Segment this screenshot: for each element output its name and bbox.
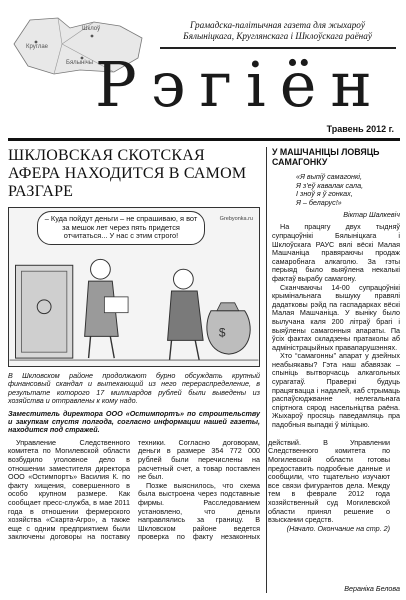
- tagline-line-2: Бялыніцкага, Круглянскага і Шклоўскага раёнаў: [183, 31, 372, 41]
- poem-line: І зноў я ў гонках,: [296, 189, 353, 199]
- lead-paragraph: Управление Следственного комитета по Могилевской области возбудило уголовное дело в отношении заместителя директора ООО «Остимпортъ» Василия К. по факту хищения, совершенного в особо крупном размере. Как сообщает пресс-служба, в мае 2011 года в отношении фермерского хозяйства «Скарта-Агро», а также еще с одним предприятием были заключены договоры на поставку техники. Согласно договорам, деньги в размере 354 772 000 рублей были перечислены на расчетный счет, а товар поставлен не был.: [8, 437, 260, 542]
- poem-line: «Я выпіў самагонкі,: [296, 172, 362, 181]
- speech-bubble: – Куда пойдут деньги – не спрашиваю, я вот за мешок лет через пять придется отчитаться... У нас с этим строго!: [37, 211, 205, 245]
- side-paragraph: На працягу двух тыдняў супрацоўнікі Бялыніцкага і Шклоўскага РАУС вялі вёскі Малая Машчаніца правяраючы продаж самаробнага алкаголю. За гэты перыяд было выяўлена некалькі фактаў вырабу самагону.: [272, 222, 400, 283]
- side-author: Вераніка Белова: [344, 584, 400, 593]
- issue-date: Травень 2012 г.: [326, 124, 394, 134]
- side-paragraph: Сканчваючы 14-00 супрацоўнікі крымінальнага вышуку правялі дадатковы рэйд па гаспадарках вёскі Малая Машчаніца. У выніку было вылучана каля 200 літраў брагі і выяўлены самагонныя апараты. Па ўсіх фактах складзены пратаколы аб адміністрацыйных правапарушэннях.: [272, 282, 400, 352]
- poem-line: Я з'еў кавалак сала,: [296, 180, 364, 190]
- lead-paragraph: Позже выяснилось, что схема была выстроена через подставные фирмы. Расследованием установлено, что деньги направлялись за границу. В Шкловском районе ведется проверка по факту незаконных действий. В Управлении Следственного комитета по Могилевской области готовы предоставить подробные данные и сообщили, что тщательно изучают все связи фигурантов дела. Между тем в феврале 2012 года хозяйственный суд Могилевской области принял решение о взыскании средств.: [138, 437, 390, 542]
- svg-text:$: $: [218, 325, 226, 340]
- masthead: [0, 0, 406, 145]
- lead-summary: Заместитель директора ООО «Остимпортъ» по строительству и закупкам спустя полгода, согласно информации нашей газеты, находится под стражей.: [8, 408, 260, 435]
- poem-line: Я – беларус!»: [296, 197, 342, 207]
- continued-note: (Начало. Окончание на стр. 2): [286, 523, 390, 533]
- header-rule: [8, 138, 400, 141]
- photo-caption: В Шкловском районе продолжают бурно обсуждать крупный финансовый скандал и вытекающий из него перераспределение, в результате которого 17 миллиардов рублей были выведены из хозяйства и отправлены к кому надо.: [8, 371, 260, 406]
- side-article: [272, 147, 400, 593]
- column-divider: [266, 147, 267, 593]
- cartoon: [8, 207, 260, 367]
- cartoon-watermark: Grebyonka.ru: [219, 216, 253, 222]
- side-body: [272, 223, 400, 429]
- epigraph-poem: [296, 173, 400, 207]
- lead-body: [8, 437, 390, 549]
- lead-headline: ШКЛОВСКАЯ СКОТСКАЯ АФЕРА НАХОДИТСЯ В САМОМ РАЗГАРЕ: [8, 147, 247, 200]
- tagline: [155, 20, 400, 42]
- side-headline: У МАШЧАНІЦЫ ЛОВЯЦЬ САМАГОНКУ: [272, 147, 380, 167]
- newspaper-title: Рэгіён: [95, 48, 386, 121]
- map-label-shklou: Шклоў: [82, 26, 101, 32]
- side-paragraph: Хто “самагонны” апарат у дзейных неабыякавы? Гэта наш абавязак – спыніць вытворчасць алкагольных сурагатаў. Праверкі будуць працягвацца і надалей, каб стрымаць распаўсюджванне нелегальнага спіртнога сярод насельніцтва раёна. Жыхароў просяць паведамляць пра падобныя выпадкі ў міліцыю.: [272, 351, 400, 430]
- poem-author: Віктар Шалкевіч: [343, 210, 400, 220]
- tagline-line-1: Грамадска-палітычная газета для жыхароў: [190, 20, 365, 30]
- map-label-kruglae: Круглае: [26, 44, 48, 50]
- map-label-bialynichy: Бялынічы: [66, 60, 94, 66]
